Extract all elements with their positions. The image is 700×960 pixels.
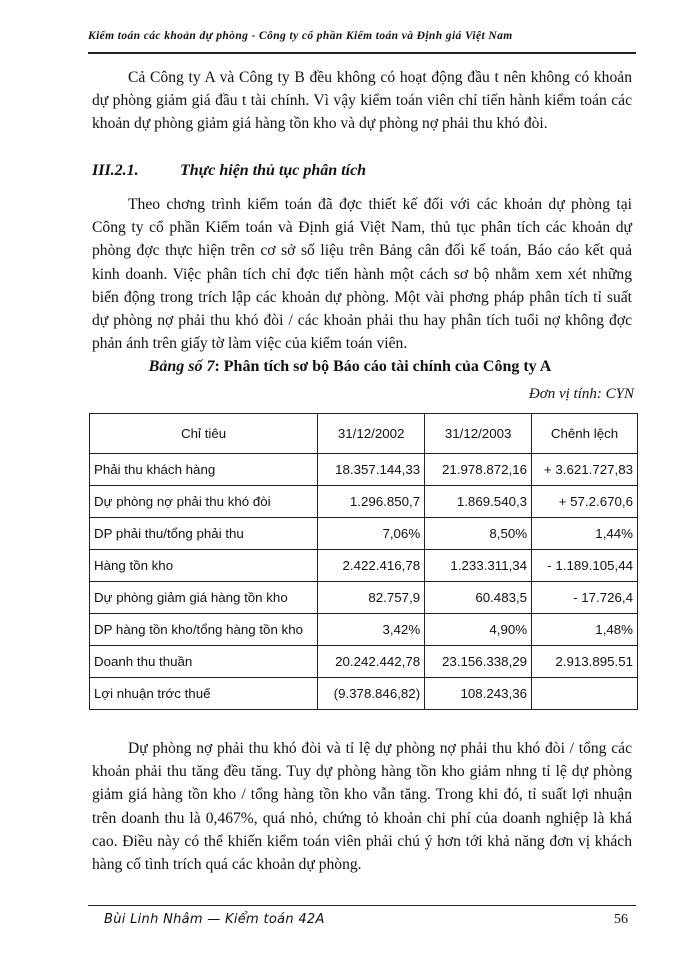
value-diff: - 17.726,4 <box>532 582 638 614</box>
analysis-table <box>89 413 638 710</box>
row-label: Hàng tồn kho <box>90 550 318 582</box>
footer-author: Bùi Linh Nhâm — Kiểm toán 42A <box>104 912 325 927</box>
value-2002: (9.378.846,82) <box>318 678 425 710</box>
table-row <box>90 550 638 582</box>
table-row <box>90 454 638 486</box>
row-label: Doanh thu thuần <box>90 646 318 678</box>
value-diff: 2.913.895.51 <box>532 646 638 678</box>
running-header: Kiểm toán các khoản dự phòng - Công ty cổ phần Kiểm toán và Định giá Việt Nam <box>88 30 636 54</box>
row-label: DP phải thu/tổng phải thu <box>90 518 318 550</box>
conclusion-text: Dự phòng nợ phải thu khó đòi và tỉ lệ dự phòng nợ phải thu khó đòi / tổng các khoản phải thu tăng đều tăng. Tuy dự phòng hàng tồn kho giảm nhng tỉ lệ dự phòng giảm giá hàng tồn kho / tổng hàng tồn kho vẫn tăng. Trong khi đó, tỉ suất lợi nhuận trên doanh thu là 0,467%, quá nhỏ, chứng tỏ khoản chi phí của doanh nghiệp là khá cao. Điều này có thể khiến kiểm toán viên phải chú ý hơn tới khả năng đơn vị khách hàng cố tình trích quá các khoản dự phòng. <box>92 740 632 874</box>
value-2002: 1.296.850,7 <box>318 486 425 518</box>
value-2003: 1.233.311,34 <box>425 550 532 582</box>
value-2003: 60.483,5 <box>425 582 532 614</box>
table-row <box>90 518 638 550</box>
row-label: DP hàng tồn kho/tổng hàng tồn kho <box>90 614 318 646</box>
header-chenh-lech: Chênh lệch <box>532 414 638 454</box>
table-caption-label: Bảng số 7 <box>148 358 215 375</box>
section-heading <box>92 162 366 180</box>
value-diff <box>532 678 638 710</box>
value-diff: + 3.621.727,83 <box>532 454 638 486</box>
table-caption-text: : Phân tích sơ bộ Báo cáo tài chính của Công ty A <box>214 358 552 375</box>
value-2002: 7,06% <box>318 518 425 550</box>
table-unit: Đơn vị tính: CYN <box>528 386 634 402</box>
row-label: Dự phòng nợ phải thu khó đòi <box>90 486 318 518</box>
table-row <box>90 582 638 614</box>
table-row <box>90 646 638 678</box>
conclusion-paragraph <box>92 737 632 876</box>
footer-divider <box>88 905 636 906</box>
intro-text: Cả Công ty A và Công ty B đều không có hoạt động đầu t nên không có khoản dự phòng giảm giá đầu t tài chính. Vì vậy kiểm toán viên chỉ tiến hành kiểm toán các khoản dự phòng giảm giá hàng tồn kho và dự phòng nợ phải thu khó đòi. <box>92 69 632 133</box>
value-2003: 4,90% <box>425 614 532 646</box>
value-2003: 8,50% <box>425 518 532 550</box>
table-row <box>90 614 638 646</box>
row-label: Lợi nhuận trớc thuế <box>90 678 318 710</box>
header-2003: 31/12/2003 <box>425 414 532 454</box>
value-2003: 108.243,36 <box>425 678 532 710</box>
analysis-paragraph <box>92 193 632 355</box>
row-label: Phải thu khách hàng <box>90 454 318 486</box>
value-2002: 18.357.144,33 <box>318 454 425 486</box>
value-2003: 23.156.338,29 <box>425 646 532 678</box>
value-diff: 1,48% <box>532 614 638 646</box>
value-2003: 21.978.872,16 <box>425 454 532 486</box>
header-chi-tieu: Chỉ tiêu <box>90 414 318 454</box>
value-2002: 2.422.416,78 <box>318 550 425 582</box>
section-title: Thực hiện thủ tục phân tích <box>180 162 367 179</box>
value-2002: 3,42% <box>318 614 425 646</box>
value-2003: 1.869.540,3 <box>425 486 532 518</box>
value-2002: 82.757,9 <box>318 582 425 614</box>
header-2002: 31/12/2002 <box>318 414 425 454</box>
page-number: 56 <box>614 912 628 927</box>
table-row <box>90 678 638 710</box>
table-row <box>90 486 638 518</box>
table-header-row <box>90 414 638 454</box>
analysis-text: Theo chơng trình kiểm toán đã đợc thiết kế đối với các khoản dự phòng tại Công ty cổ phần Kiểm toán và Định giá Việt Nam, thủ tục phân tích các khoản dự phòng đợc thực hiện trên cơ sở số liệu trên Bảng cân đối kế toán, Báo cáo kết quả kinh doanh. Việc phân tích chỉ đợc tiến hành một cách sơ bộ nhằm xem xét những biến động trong trích lập các khoản dự phòng. Một vài phơng pháp phân tích tỉ suất dự phòng nợ phải thu khó đòi / các khoản phải thu hay phân tích tuổi nợ không đợc phản ánh trên giấy tờ làm việc của kiểm toán viên. <box>92 196 632 353</box>
row-label: Dự phòng giảm giá hàng tồn kho <box>90 582 318 614</box>
value-diff: + 57.2.670,6 <box>532 486 638 518</box>
table-caption <box>0 358 700 376</box>
value-diff: - 1.189.105,44 <box>532 550 638 582</box>
intro-paragraph <box>92 66 632 136</box>
value-2002: 20.242.442,78 <box>318 646 425 678</box>
value-diff: 1,44% <box>532 518 638 550</box>
section-number: III.2.1. <box>92 162 139 179</box>
